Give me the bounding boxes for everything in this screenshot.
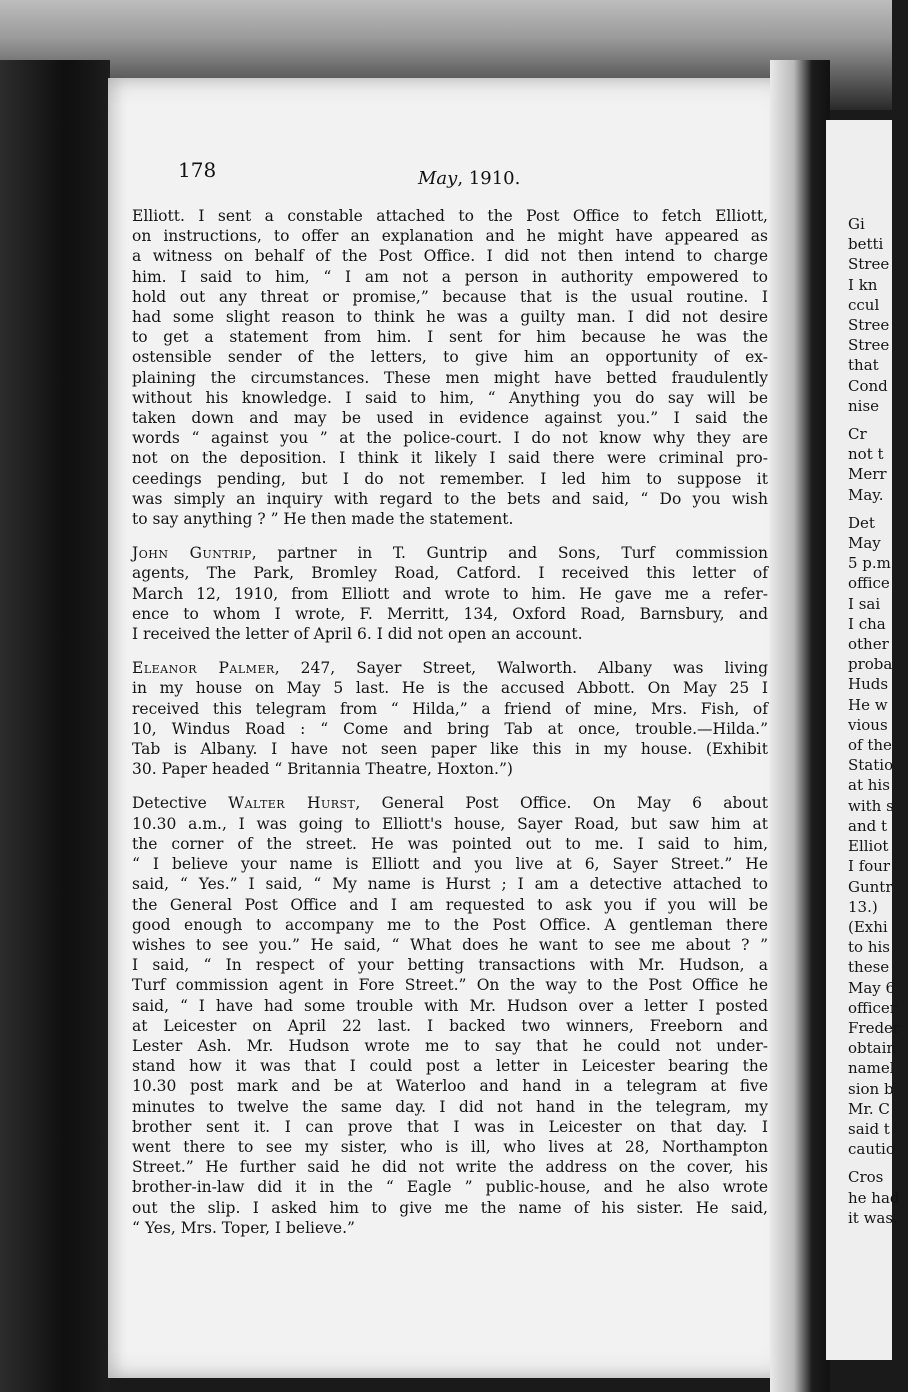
text-line: the General Post Office and I am requested to ask you if you will be xyxy=(132,895,768,914)
text-line: minutes to twelve the same day. I did not hand in the telegram, my xyxy=(132,1097,768,1116)
right-page-fragment: vious xyxy=(848,715,888,734)
right-page-fragment xyxy=(848,505,908,513)
text-line: taken down and may be used in evidence against you.” I said the xyxy=(132,409,768,428)
witness-name: John Guntrip xyxy=(132,544,252,563)
text-line: stand how it was that I could post a letter in Leicester bearing the xyxy=(132,1057,768,1076)
text-line: plaining the circumstances. These men might have betted fraudulently xyxy=(132,368,768,387)
right-page-fragment: May. xyxy=(848,485,884,504)
text-line: was simply an inquiry with regard to the bets and said, “ Do you wish xyxy=(132,489,768,508)
text-line: ceedings pending, but I do not remember. I led him to suppose it xyxy=(132,469,768,488)
text-line: had some slight reason to think he was a guilty man. I did not desire xyxy=(132,308,768,327)
right-page-fragment: Statio xyxy=(848,756,894,775)
right-page-fragment: Mr. C xyxy=(848,1099,890,1118)
right-page-fragment: Freder xyxy=(848,1018,901,1037)
right-page-fragment: to his xyxy=(848,938,890,957)
right-page-fragment: that xyxy=(848,356,879,375)
right-page-fragment: namel xyxy=(848,1059,895,1078)
right-page-fragment: cautio xyxy=(848,1140,895,1159)
book-gutter xyxy=(770,60,830,1392)
right-page-fragment: these xyxy=(848,958,890,977)
witness-name: Walter Hurst xyxy=(228,794,356,813)
right-page-fragment: office xyxy=(848,574,890,593)
page-header xyxy=(178,158,598,188)
text-line: received this telegram from “ Hilda,” a friend of mine, Mrs. Fish, of xyxy=(132,699,768,718)
text-line: Lester Ash. Mr. Hudson wrote me to say that he could not under- xyxy=(132,1036,768,1055)
page-number: 178 xyxy=(178,158,217,182)
text-line: in my house on May 5 last. He is the accused Abbott. On May 25 I xyxy=(132,679,768,698)
right-page-fragment: 5 p.m xyxy=(848,554,891,573)
right-page-fragment xyxy=(848,1159,908,1167)
text-line: ence to whom I wrote, F. Merritt, 134, Oxford Road, Barnsbury, and xyxy=(132,604,768,623)
right-page-fragment: Cr xyxy=(848,425,867,444)
running-head-year: , 1910. xyxy=(457,168,521,189)
text-line: Tab is Albany. I have not seen paper like this in my house. (Exhibit xyxy=(132,740,768,759)
right-page-fragment: ccul xyxy=(848,295,880,314)
text-line: Elliott. I sent a constable attached to the Post Office to fetch Elliott, xyxy=(132,207,768,225)
text-line-rest: , General Post Office. On May 6 about xyxy=(355,794,768,813)
text-line: brother sent it. I can prove that I was in Leicester on that day. I xyxy=(132,1117,768,1136)
right-page-text xyxy=(848,214,908,1228)
right-page-fragment: it was. xyxy=(848,1208,898,1227)
right-page-fragment: Stree xyxy=(848,255,890,274)
text-line: I received the letter of April 6. I did not open an account. xyxy=(132,625,583,644)
text-line xyxy=(132,793,768,813)
right-page-fragment: with s xyxy=(848,796,894,815)
right-page-fragment: Huds xyxy=(848,675,889,694)
right-page-fragment: Guntr xyxy=(848,877,893,896)
right-page-fragment: I cha xyxy=(848,614,886,633)
text-line-rest: , partner in T. Guntrip and Sons, Turf commission xyxy=(251,544,768,563)
text-line xyxy=(132,543,768,563)
right-page-fragment: sion b xyxy=(848,1079,894,1098)
right-page-fragment: Det xyxy=(848,513,875,532)
right-page-fragment: Stree xyxy=(848,316,890,335)
witness-title: Detective xyxy=(132,794,229,813)
text-line: him. I said to him, “ I am not a person in authority empowered to xyxy=(132,267,768,286)
right-page-fragment: other xyxy=(848,635,889,654)
text-line: to say anything ? ” He then made the statement. xyxy=(132,510,514,529)
right-page-fragment: proba xyxy=(848,655,893,674)
right-page-fragment: He w xyxy=(848,695,888,714)
right-page-fragment: Stree xyxy=(848,336,890,355)
right-page-fragment: nise xyxy=(848,396,880,415)
body-text xyxy=(132,206,768,1238)
right-page-fragment xyxy=(848,416,908,424)
right-page-fragment: May xyxy=(848,534,881,553)
text-line: went there to see my sister, who is ill, who lives at 28, Northampton xyxy=(132,1137,768,1156)
text-line: Turf commission agent in Fore Street.” On the way to the Post Office he xyxy=(132,976,768,995)
right-page-fragment: Cros xyxy=(848,1168,884,1187)
right-page-fragment: Gi xyxy=(848,215,865,233)
right-page-fragment: he had xyxy=(848,1188,900,1207)
text-line: good enough to accompany me to the Post Office. A gentleman there xyxy=(132,915,768,934)
right-page-fragment: I four xyxy=(848,857,891,876)
running-head xyxy=(418,168,520,189)
text-line: ostensible sender of the letters, to give him an opportunity of ex- xyxy=(132,348,768,367)
right-page-fragment: not t xyxy=(848,445,884,464)
text-line: said, “ Yes.” I said, “ My name is Hurst ; I am a detective attached to xyxy=(132,875,768,894)
right-page-fragment: I sai xyxy=(848,594,881,613)
text-line: out the slip. I asked him to give me the name of his sister. He said, xyxy=(132,1198,768,1217)
text-line: wishes to see you.” He said, “ What does he want to see me about ? ” xyxy=(132,935,768,954)
right-page-fragment: officer xyxy=(848,998,897,1017)
text-line: “ I believe your name is Elliott and you live at 6, Sayer Street.” He xyxy=(132,855,768,874)
right-page-fragment: betti xyxy=(848,235,884,254)
text-line: to get a statement from him. I sent for him because he was the xyxy=(132,328,768,347)
text-line: 10, Windus Road : “ Come and bring Tab at once, trouble.—Hilda.” xyxy=(132,719,768,738)
right-page-fragment: of the xyxy=(848,736,892,755)
right-page-fragment: (Exhi xyxy=(848,917,888,936)
book-left-edge xyxy=(0,60,110,1392)
right-page-fragment: obtain xyxy=(848,1039,897,1058)
right-page-fragment: Elliot xyxy=(848,837,889,856)
text-line: I said, “ In respect of your betting transactions with Mr. Hudson, a xyxy=(132,956,768,975)
text-line: March 12, 1910, from Elliott and wrote to him. He gave me a refer- xyxy=(132,584,768,603)
text-line xyxy=(132,658,768,678)
text-line: “ Yes, Mrs. Toper, I believe.” xyxy=(132,1218,355,1237)
right-page-fragment: I kn xyxy=(848,275,878,294)
right-page-fragment: Merr xyxy=(848,465,887,484)
text-line-rest: , 247, Sayer Street, Walworth. Albany was living xyxy=(274,659,768,678)
paragraph xyxy=(132,658,768,779)
text-line: words “ against you ” at the police-court. I do not know why they are xyxy=(132,429,768,448)
right-page-fragment: and t xyxy=(848,816,888,835)
witness-name: Eleanor Palmer xyxy=(132,659,275,678)
right-page-fragment: said t xyxy=(848,1119,890,1138)
text-line: brother-in-law did it in the “ Eagle ” public-house, and he also wrote xyxy=(132,1178,768,1197)
right-page-fragment: 13.) xyxy=(848,897,878,916)
text-line: on instructions, to offer an explanation and he might have appeared as xyxy=(132,227,768,246)
right-page-fragment: at his xyxy=(848,776,890,795)
text-line: hold out any threat or promise,” because that is the usual routine. I xyxy=(132,287,768,306)
text-line: agents, The Park, Bromley Road, Catford. I received this letter of xyxy=(132,564,768,583)
paragraph xyxy=(132,543,768,644)
text-line: at Leicester on April 22 last. I backed two winners, Freeborn and xyxy=(132,1016,768,1035)
text-line: the corner of the street. He was pointed out to me. I said to him, xyxy=(132,834,768,853)
right-page-fragment: May 6 xyxy=(848,978,896,997)
text-line: a witness on behalf of the Post Office. I did not then intend to charge xyxy=(132,247,768,266)
paragraph xyxy=(132,206,768,529)
text-line: 30. Paper headed “ Britannia Theatre, Hoxton.”) xyxy=(132,760,513,779)
text-line: said, “ I have had some trouble with Mr. Hudson over a letter I posted xyxy=(132,996,768,1015)
text-line: 10.30 post mark and be at Waterloo and hand in a telegram at five xyxy=(132,1077,768,1096)
paragraph xyxy=(132,793,768,1237)
running-head-month: May xyxy=(418,168,458,189)
text-line: without his knowledge. I said to him, “ Anything you do say will be xyxy=(132,388,768,407)
text-line: 10.30 a.m., I was going to Elliott's house, Sayer Road, but saw him at xyxy=(132,814,768,833)
text-line: not on the deposition. I think it likely I said there were criminal pro- xyxy=(132,449,768,468)
text-line: Street.” He further said he did not write the address on the cover, his xyxy=(132,1158,768,1177)
right-page-fragment: Cond xyxy=(848,376,888,395)
